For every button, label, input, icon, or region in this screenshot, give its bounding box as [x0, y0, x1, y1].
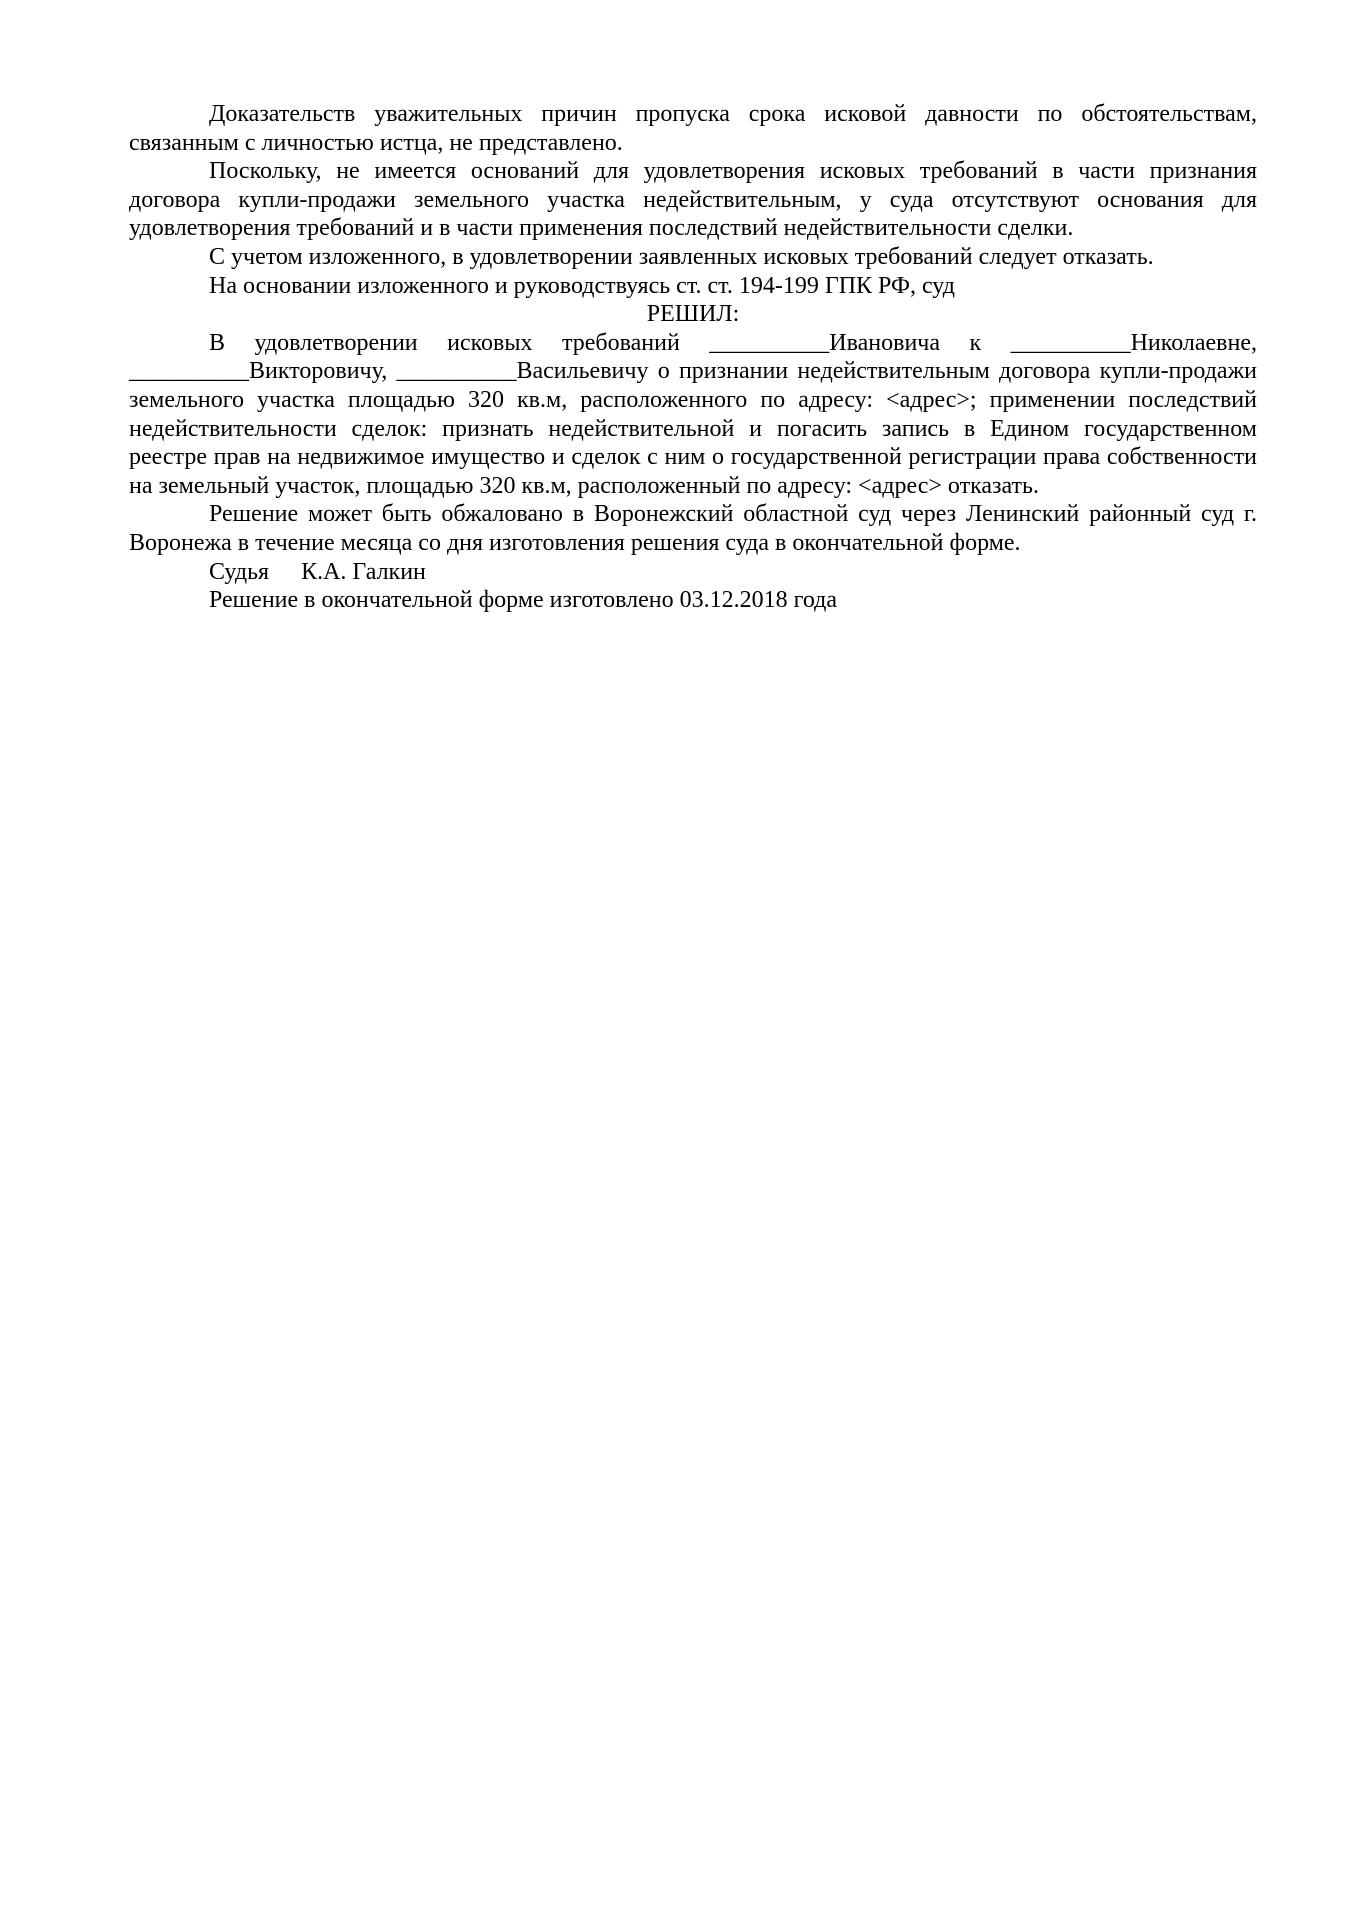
paragraph-no-grounds: Поскольку, не имеется оснований для удовлетворения исковых требований в части признания договора купли-продажи земельного участка недействительным, у суда отсутствуют основания для удовлетворения требований и в части применения последствий недействительности сделки. [129, 158, 1257, 242]
paragraph-appeal: Решение может быть обжаловано в Воронежский областной суд через Ленинский районный суд г. Воронежа в течение месяца со дня изготовления решения суда в окончательной форме. [129, 501, 1257, 556]
line-final-form-date: Решение в окончательной форме изготовлено 03.12.2018 года [209, 587, 837, 614]
document-text-block [129, 100, 1257, 615]
paragraph-legal-basis: На основании изложенного и руководствуясь ст. ст. 194-199 ГПК РФ, суд [209, 272, 955, 299]
paragraph-evidence-missing: Доказательств уважительных причин пропуска срока исковой давности по обстоятельствам, связанным с личностью истца, не представлено. [129, 101, 1257, 156]
judge-label: Судья [209, 558, 270, 585]
line-judge-signature [129, 558, 1257, 587]
paragraph-conclusion: С учетом изложенного, в удовлетворении заявленных исковых требований следует отказать. [209, 243, 1154, 270]
resolution-heading: РЕШИЛ: [646, 301, 740, 328]
judge-name: К.А. Галкин [301, 558, 426, 585]
paragraph-resolution: В удовлетворении исковых требований __________Ивановича к __________Николаевне, __________Викторовичу, __________Васильевичу о признании недействительным договора купли-продажи земельного участка площадью 320 кв.м, расположенного по адресу: <адрес>; применении последствий недействительности сделок: признать недействительной и погасить запись в Едином государственном реестре прав на недвижимое имущество и сделок с ним о государственной регистрации права собственности на земельный участок, площадью 320 кв.м, расположенный по адресу: <адрес> отказать. [129, 329, 1257, 499]
